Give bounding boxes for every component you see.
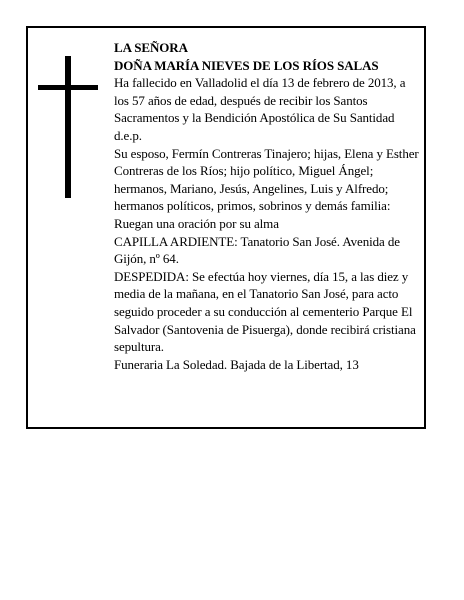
notice-title: LA SEÑORA [114, 40, 188, 55]
cross-horizontal-bar [38, 85, 98, 90]
funeral-chapel: CAPILLA ARDIENTE: Tanatorio San José. Avenida de Gijón, nº 64. [114, 233, 400, 267]
farewell-details: DESPEDIDA: Se efectúa hoy viernes, día 15, a las diez y media de la mañana, en el Tanatorio San José, para acto seguido proceder a su conducción al cementerio Parque El Salvador (Santovenia de Pisuerga), donde recibirá cristiana sepultura. [114, 268, 416, 355]
obituary-text [114, 39, 420, 373]
cross-vertical-bar [65, 56, 71, 198]
family-list: Su esposo, Fermín Contreras Tinajero; hijas, Elena y Esther Contreras de los Ríos; hijo político, Miguel Ángel; hermanos, Mariano, Jesús, Angelines, Luis y Alfredo; hermanos políticos, primos, sobrinos y demás familia: [114, 145, 419, 214]
cross-icon [38, 56, 98, 198]
deceased-name: DOÑA MARÍA NIEVES DE LOS RÍOS SALAS [114, 57, 379, 73]
funeral-home: Funeraria La Soledad. Bajada de la Libertad, 13 [114, 356, 359, 372]
death-announcement: Ha fallecido en Valladolid el día 13 de febrero de 2013, a los 57 años de edad, después de recibir los Santos Sacramentos y la Bendición Apostólica de Su Santidad d.e.p. [114, 75, 406, 143]
prayer-request: Ruegan una oración por su alma [114, 215, 279, 231]
